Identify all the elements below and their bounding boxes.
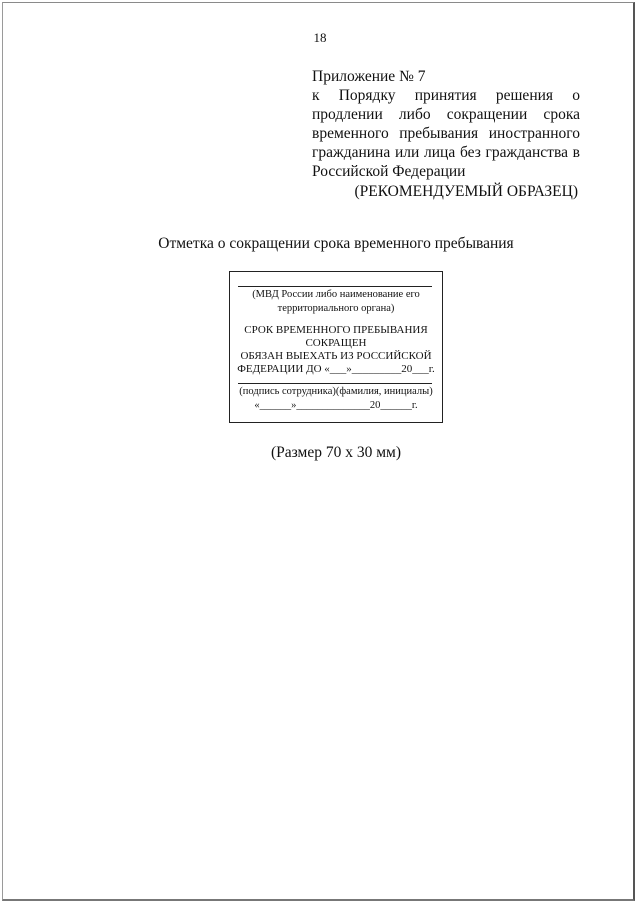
signature-date-line: «______»______________20______г.	[254, 400, 418, 411]
signature-block	[232, 385, 440, 413]
stamp-notice-line-1: СРОК ВРЕМЕННОГО ПРЕБЫВАНИЯ	[244, 324, 428, 336]
stamp-notice-line-2: СОКРАЩЕН	[305, 337, 367, 349]
org-caption: (МВД России либо наименование его территориального органа)	[252, 289, 420, 314]
org-name-line	[238, 286, 432, 287]
stamp-notice-line-3: ОБЯЗАН ВЫЕХАТЬ ИЗ РОССИЙСКОЙ	[240, 350, 432, 362]
stamp-size-note: (Размер 70 х 30 мм)	[270, 444, 402, 461]
page-number: 18	[313, 30, 327, 45]
signature-caption: (подпись сотрудника)(фамилия, инициалы)	[239, 386, 433, 397]
appendix-title: Приложение № 7	[312, 68, 426, 85]
stamp-sample	[229, 271, 443, 423]
document-heading: Отметка о сокращении срока временного пребывания	[158, 235, 514, 252]
signature-line	[238, 383, 432, 384]
appendix-text: к Порядку принятия решения о продлении либо сокращении срока временного пребывания иностранного гражданина или лица без гражданства в Российской Федерации	[312, 87, 580, 180]
stamp-notice	[232, 324, 440, 376]
sample-label: (РЕКОМЕНДУЕМЫЙ ОБРАЗЕЦ)	[354, 183, 578, 200]
appendix-header	[312, 67, 580, 181]
stamp-notice-line-4: ФЕДЕРАЦИИ ДО «___»_________20___г.	[237, 363, 435, 375]
